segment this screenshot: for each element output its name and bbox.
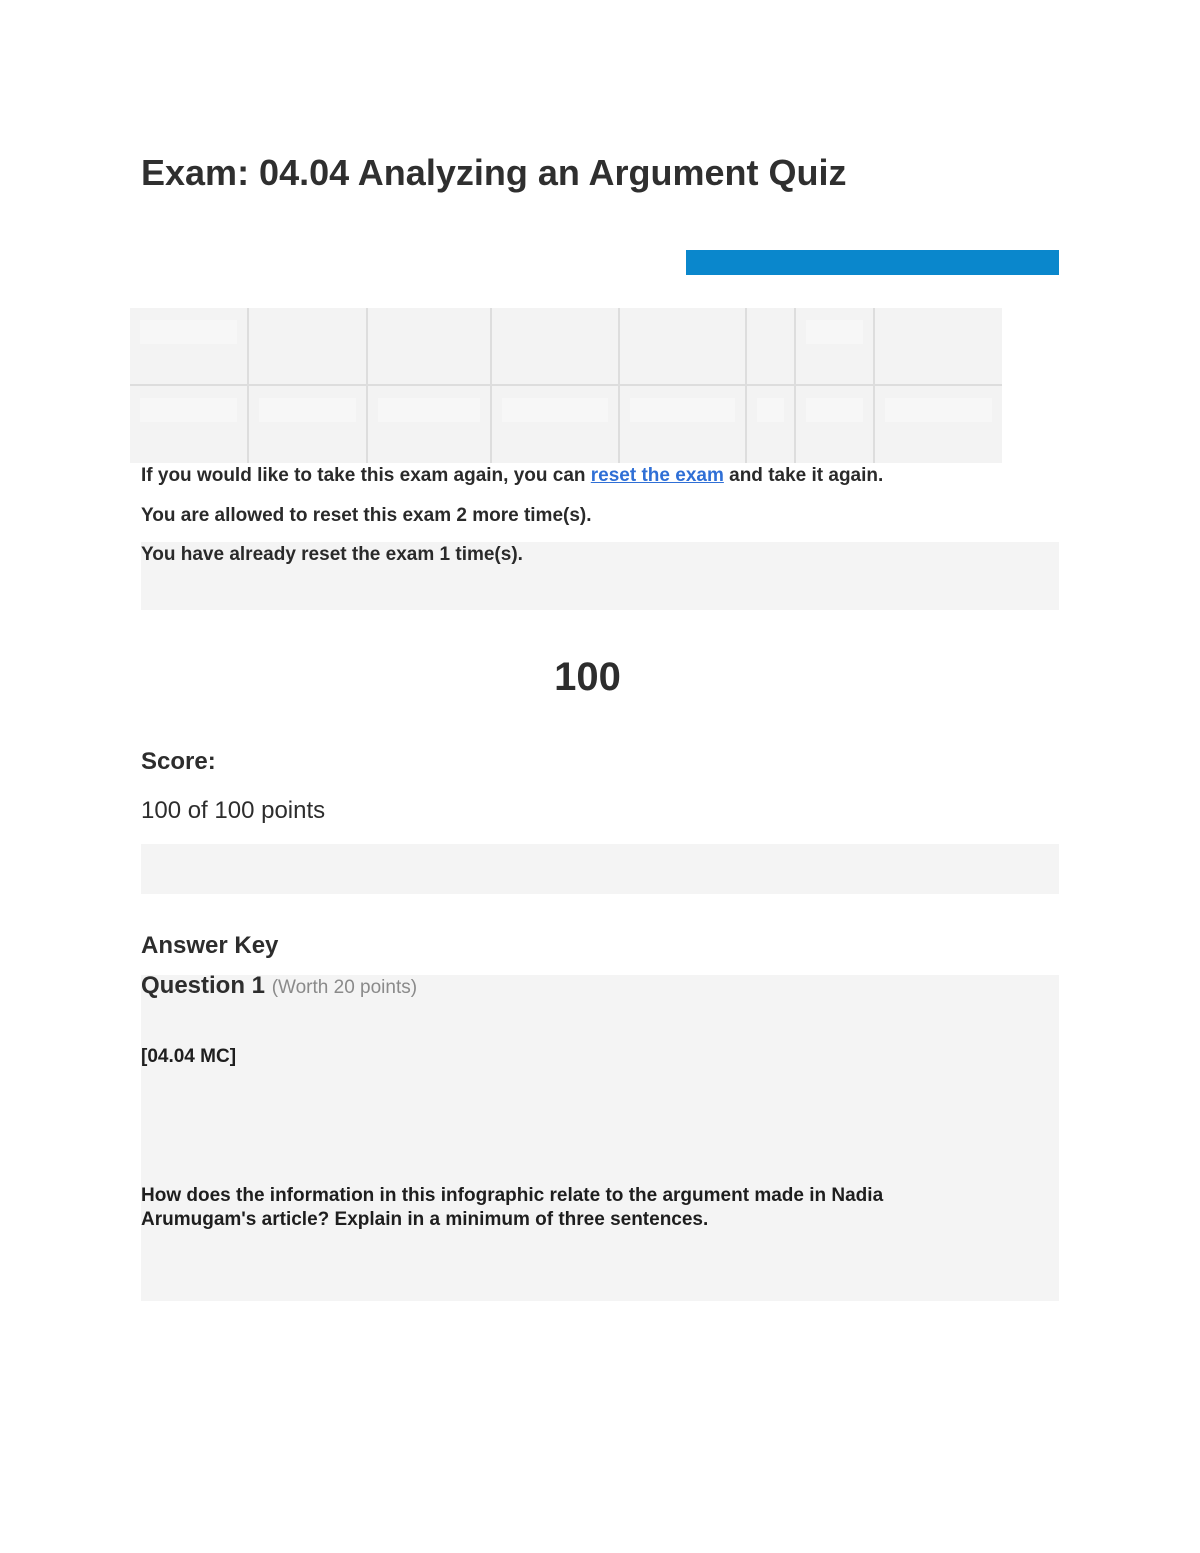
grid-cell (492, 308, 620, 386)
grid-cell (875, 386, 1002, 463)
grid-cell (875, 308, 1002, 386)
grid-cell (796, 308, 875, 386)
grid-cell (492, 386, 620, 463)
score-total: 100 (554, 655, 621, 699)
grid-cell (747, 386, 796, 463)
grid-cell (130, 386, 249, 463)
grid-cell (368, 386, 492, 463)
grid-cell (796, 386, 875, 463)
resets-remaining-text: You are allowed to reset this exam 2 more time(s). (141, 505, 592, 526)
resets-used-text: You have already reset the exam 1 time(s). (141, 544, 523, 565)
page-title: Exam: 04.04 Analyzing an Argument Quiz (141, 152, 847, 193)
grid-cell (368, 308, 492, 386)
question-heading: Question 1 (Worth 20 points) (141, 972, 418, 999)
grid-cell (747, 308, 796, 386)
score-points: 100 of 100 points (141, 797, 326, 824)
score-panel (141, 844, 1059, 894)
grid-cell (130, 308, 249, 386)
grid-cell (620, 386, 747, 463)
question-code: [04.04 MC] (141, 1046, 237, 1067)
question-worth: (Worth 20 points) (271, 977, 418, 998)
progress-bar (686, 250, 1059, 275)
question-prompt: How does the information in this infographic relate to the argument made in Nadia Arumugam's article? Explain in a minimum of three sentences. (141, 1185, 884, 1230)
answer-key-heading: Answer Key (141, 932, 279, 959)
reset-info-line: If you would like to take this exam again, you can reset the exam and take it again. (141, 465, 884, 486)
grid-cell (249, 308, 368, 386)
reset-exam-link[interactable]: reset the exam (590, 465, 724, 486)
grid-cell (620, 308, 747, 386)
question-panel (141, 975, 1059, 1301)
grid-cell (249, 386, 368, 463)
results-grid (130, 308, 1002, 463)
score-label: Score: (141, 748, 216, 775)
